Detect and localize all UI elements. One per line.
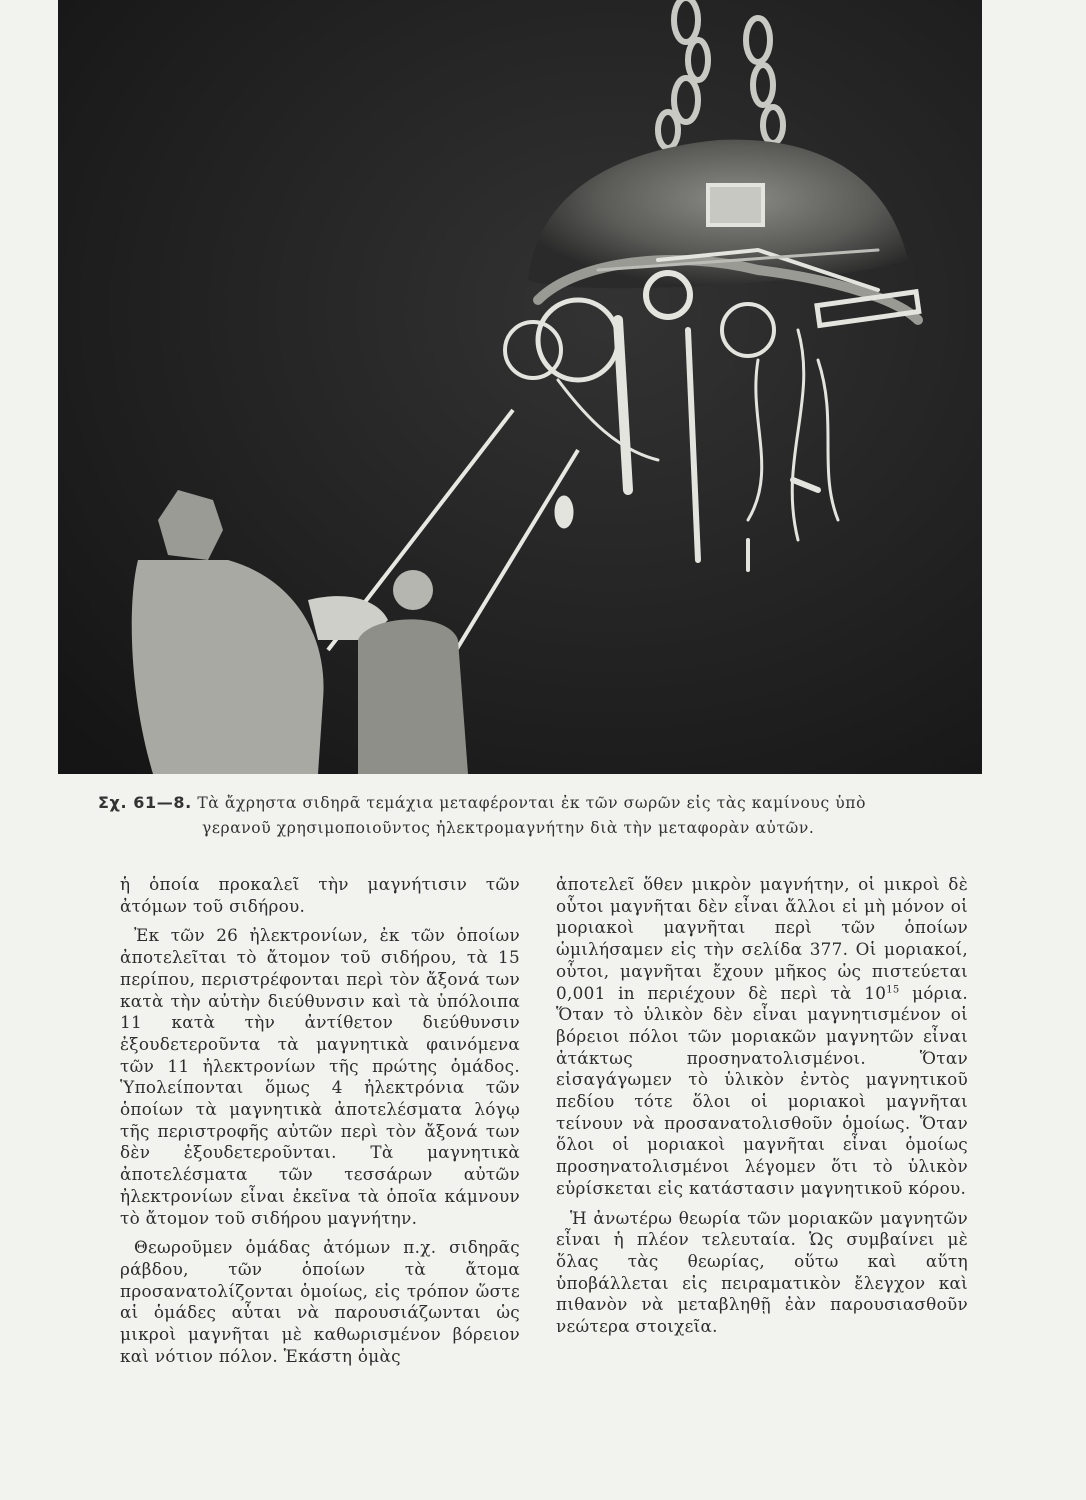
right-column (556, 874, 968, 1338)
paragraph-text: ἀποτελεῖ ὅθεν μικρὸν μαγνήτην, οἱ μικροὶ δὲ οὗτοι μαγνῆται δὲν εἶναι ἄλλοι εἰ μὴ μόνον οἱ μοριακοὶ μαγνῆται περὶ τῶν ὁποίων ὡμιλήσαμεν εἰς τὴν σελίδα 377. Οἱ μοριακοί, οὗτοι, μαγνῆται ἔχουν μῆκος ὡς πιστεύεται 0,001 in περιέχουν δὲ περὶ τὰ 10 (556, 874, 968, 1003)
paragraph (556, 874, 968, 1200)
caption-line-1: Τὰ ἄχρηστα σιδηρᾶ τεμάχια μεταφέρονται ἐκ τῶν σωρῶν εἰς τὰς καμίνους ὑπὸ (197, 794, 866, 812)
paragraph: Θεωροῦμεν ὁμάδας ἀτόμων π.χ. σιδηρᾶς ράβδου, τῶν ὁποίων τὰ ἄτομα προσανατολίζονται ὁμοίως, εἰς τρόπον ὥστε αἱ ὁμάδες αὗται νὰ παρουσιάζωνται ὡς μικροὶ μαγνῆται μὲ καθωρισμένον βόρειον καὶ νότιον πόλον. Ἑκάστη ὁμὰς (120, 1237, 520, 1366)
figure-caption (98, 790, 998, 841)
figure-label: Σχ. 61—8. (98, 793, 192, 812)
paragraph: Ἡ ἀνωτέρω θεωρία τῶν μοριακῶν μαγνητῶν εἶναι ἡ πλέον τελευταία. Ὡς συμβαίνει μὲ ὅλας τὰς θεωρίας, οὕτω καὶ αὕτη ὑποβάλλεται εἰς πειραματικὸν ἔλεγχον καὶ πιθανὸν νὰ μεταβληθῇ ἐὰν παρουσιασθοῦν νεώτερα στοιχεῖα. (556, 1207, 968, 1337)
electromagnet-crane-photo (58, 0, 982, 774)
exponent: 15 (886, 983, 900, 995)
left-column (120, 874, 520, 1367)
paragraph: Ἐκ τῶν 26 ἠλεκτρονίων, ἐκ τῶν ὁποίων ἀποτελεῖται τὸ ἄτομον τοῦ σιδήρου, τὰ 15 περίπου, περιστρέφονται περὶ τὸν ἄξονά των κατὰ τὴν αὐτὴν διεύθυνσιν καὶ τὰ ὑπόλοιπα 11 κατὰ τὴν ἀντίθετον διεύθυνσιν ἐξουδετεροῦντα τὰ μαγνητικὰ φαινόμενα τῶν 11 ἠλεκτρονίων τῆς πρώτης ὁμάδος. Ὑπολείπονται ὅμως 4 ἠλεκτρόνια τῶν ὁποίων τὰ μαγνητικὰ ἀποτελέσματα λόγῳ τῆς περιστροφῆς αὐτῶν περὶ τὸν ἄξονά των δὲν ἐξουδετεροῦνται. Τὰ μαγνητικὰ ἀποτελέσματα τῶν τεσσάρων αὐτῶν ἠλεκτρονίων εἶναι ἐκεῖνα τὰ ὁποῖα κάμνουν τὸ ἄτομον τοῦ σιδήρου μαγνήτην. (120, 925, 520, 1228)
figure-photo (58, 0, 982, 774)
paragraph-text: μόρια. Ὅταν τὸ ὑλικὸν δὲν εἶναι μαγνητισμένον οἱ βόρειοι πόλοι τῶν μοριακῶν μαγνητῶν εἶναι ἀτάκτως προσηνατολισμένοι. Ὅταν εἰσαγάγωμεν τὸ ὑλικὸν ἐντὸς μαγνητικοῦ πεδίου τότε ὅλοι οἱ μοριακοὶ μαγνῆται τείνουν νὰ προσανατολισθοῦν ὁμοίως. Ὅταν ὅλοι οἱ μοριακοὶ μαγνῆται εἶναι ὁμοίως προσηνατολισμένοι λέγομεν ὅτι τὸ ὑλικὸν εὑρίσκεται εἰς κατάστασιν μαγνητικοῦ κόρου. (556, 982, 968, 1198)
paragraph: ἡ ὁποία προκαλεῖ τὴν μαγνήτισιν τῶν ἀτόμων τοῦ σιδήρου. (120, 874, 520, 916)
caption-line-2: γερανοῦ χρησιμοποιοῦντος ἠλεκτρομαγνήτην διὰ τὴν μεταφορὰν αὐτῶν. (202, 819, 815, 837)
